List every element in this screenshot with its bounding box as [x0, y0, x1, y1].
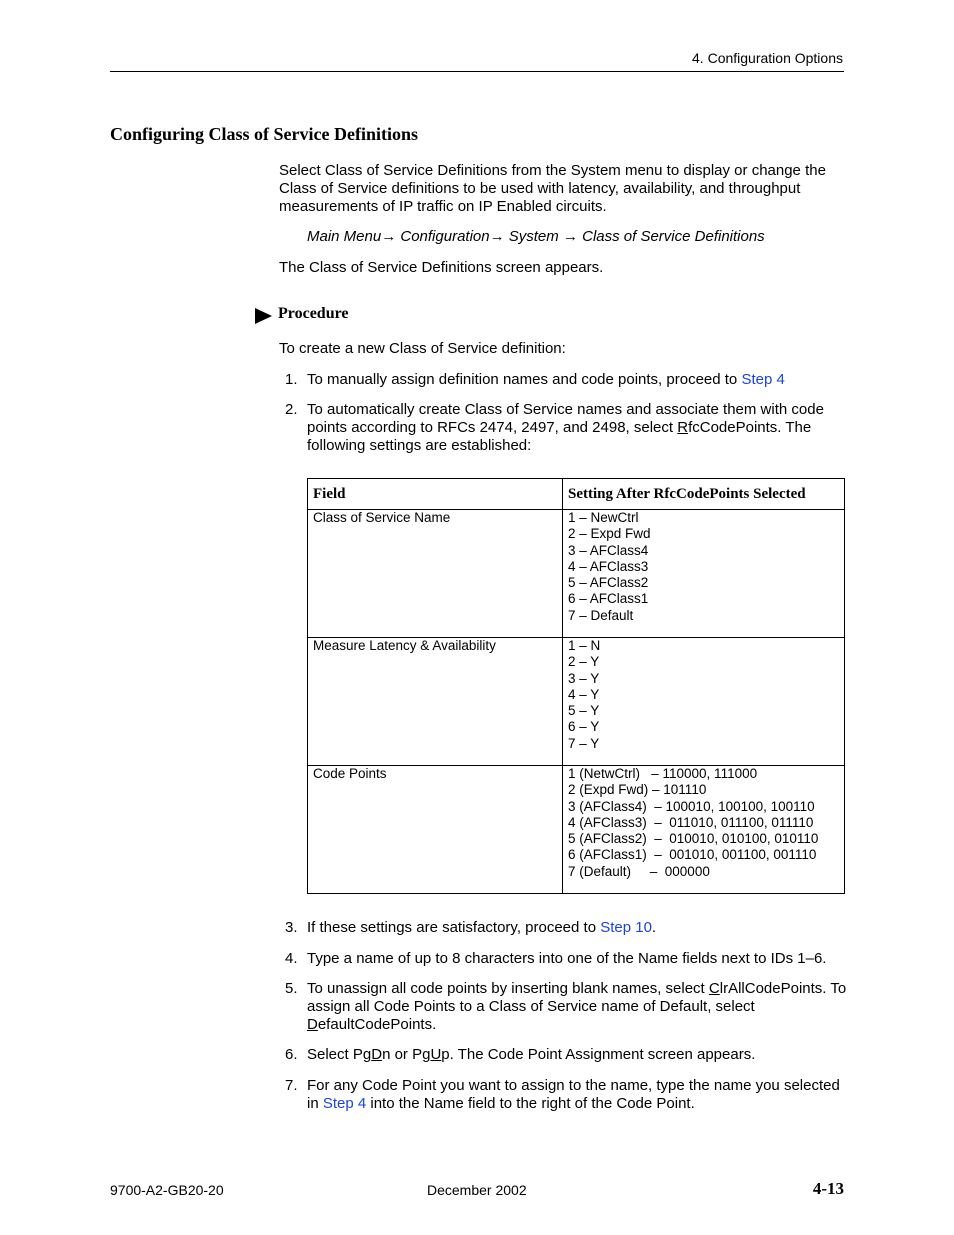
doc-number: 9700-A2-GB20-20	[110, 1182, 224, 1198]
step-text: fcCodePoints. The following settings are established:	[307, 419, 812, 454]
value-line: 6 (AFClass1) – 001010, 001100, 001110	[568, 847, 817, 863]
step-4-link[interactable]: Step 4	[322, 1095, 367, 1112]
value-line: 3 – AFClass4	[568, 542, 649, 558]
value-line: 1 – NewCtrl	[568, 510, 639, 525]
value-line: 5 (AFClass2) – 010010, 010100, 010110	[568, 831, 819, 847]
table-row	[308, 766, 845, 894]
value-line: 7 (Default) – 000000	[568, 863, 710, 879]
page-number: 4-13	[812, 1179, 844, 1198]
table-header-field: Field	[308, 479, 563, 510]
step-text: To automatically create Class of Service names and associate them with code points according to RFCs 2474, 2497, and 2498, select	[307, 401, 824, 436]
value-line: 5 – AFClass2	[568, 575, 649, 591]
value-line: 4 (AFClass3) – 011010, 011100, 011110	[568, 814, 814, 830]
shortcut-key: D	[371, 1046, 383, 1063]
step-text: To unassign all code points by inserting blank names, select	[307, 980, 709, 997]
step-number: 7.	[285, 1077, 298, 1094]
value-line: 4 – Y	[568, 686, 600, 702]
step-number: 4.	[285, 950, 298, 967]
value-line: 7 – Y	[568, 735, 600, 751]
step-4-link[interactable]: Step 4	[741, 371, 785, 388]
header-rule	[110, 71, 844, 72]
value-line: 1 (NetwCtrl) – 110000, 111000	[568, 766, 758, 781]
footer-date: December 2002	[427, 1182, 527, 1198]
step-text: To manually assign definition names and code points, proceed to	[307, 371, 742, 388]
step-10-link[interactable]: Step 10	[600, 919, 652, 936]
procedure-arrow-icon	[255, 308, 272, 324]
step-text: .	[651, 919, 657, 936]
step-number: 6.	[285, 1046, 298, 1063]
menu-path: Main Menu→ Configuration→ System → Class of Service Definitions	[307, 228, 765, 245]
shortcut-key: C	[708, 980, 720, 997]
value-line: 3 (AFClass4) – 100010, 100100, 100110	[568, 798, 815, 814]
value-line: 6 – Y	[568, 719, 600, 735]
intro-paragraph: Select Class of Service Definitions from the System menu to display or change the Class of Service definitions to be used with latency, availability, and throughput measurements of IP traffic on IP Enabled circuits.	[279, 162, 826, 215]
value-line: 2 (Expd Fwd) – 101110	[568, 782, 707, 798]
table-row	[308, 510, 845, 638]
step-number: 3.	[285, 919, 298, 936]
value-line: 2 – Expd Fwd	[568, 526, 651, 542]
step-text: n or Pg	[382, 1046, 431, 1063]
table-cell-values	[563, 638, 845, 766]
screen-appears-text: The Class of Service Definitions screen appears.	[279, 259, 604, 276]
step-text: efaultCodePoints.	[317, 1016, 437, 1033]
table-cell-values	[563, 510, 845, 638]
shortcut-key: R	[677, 419, 689, 436]
step-text: For any Code Point you want to assign to the name, type the name you selected in	[307, 1077, 840, 1112]
step-text: Select Pg	[307, 1046, 372, 1063]
table-row	[308, 638, 845, 766]
step-number: 2.	[285, 401, 298, 418]
value-line: 3 – Y	[568, 670, 600, 686]
procedure-heading: Procedure	[278, 305, 349, 322]
step-text: lrAllCodePoints. To assign all Code Points to a Class of Service name of Default, select	[307, 980, 847, 1015]
section-title: Configuring Class of Service Definitions	[110, 124, 418, 144]
step-text: p. The Code Point Assignment screen appears.	[441, 1046, 756, 1063]
table-cell-values	[563, 766, 845, 894]
shortcut-key: D	[307, 1016, 318, 1033]
value-line: 2 – Y	[568, 654, 600, 670]
value-line: 4 – AFClass3	[568, 558, 649, 574]
settings-table	[307, 478, 845, 894]
step-text: Type a name of up to 8 characters into one of the Name fields next to IDs 1–6.	[307, 950, 827, 967]
shortcut-key: U	[430, 1046, 442, 1063]
running-header: 4. Configuration Options	[692, 50, 843, 66]
value-line: 6 – AFClass1	[568, 591, 649, 607]
step-number: 5.	[285, 980, 298, 997]
step-text: into the Name field to the right of the Code Point.	[366, 1095, 695, 1112]
value-line: 1 – N	[568, 638, 601, 653]
table-cell-field: Measure Latency & Availability	[308, 638, 563, 766]
table-cell-field: Class of Service Name	[308, 510, 563, 638]
table-header-setting: Setting After RfcCodePoints Selected	[563, 479, 845, 510]
table-cell-field: Code Points	[308, 766, 563, 894]
value-line: 7 – Default	[568, 607, 634, 623]
procedure-intro: To create a new Class of Service definition:	[279, 340, 566, 357]
step-number: 1.	[285, 371, 298, 388]
step-text: If these settings are satisfactory, proceed to	[307, 919, 601, 936]
value-line: 5 – Y	[568, 703, 600, 719]
